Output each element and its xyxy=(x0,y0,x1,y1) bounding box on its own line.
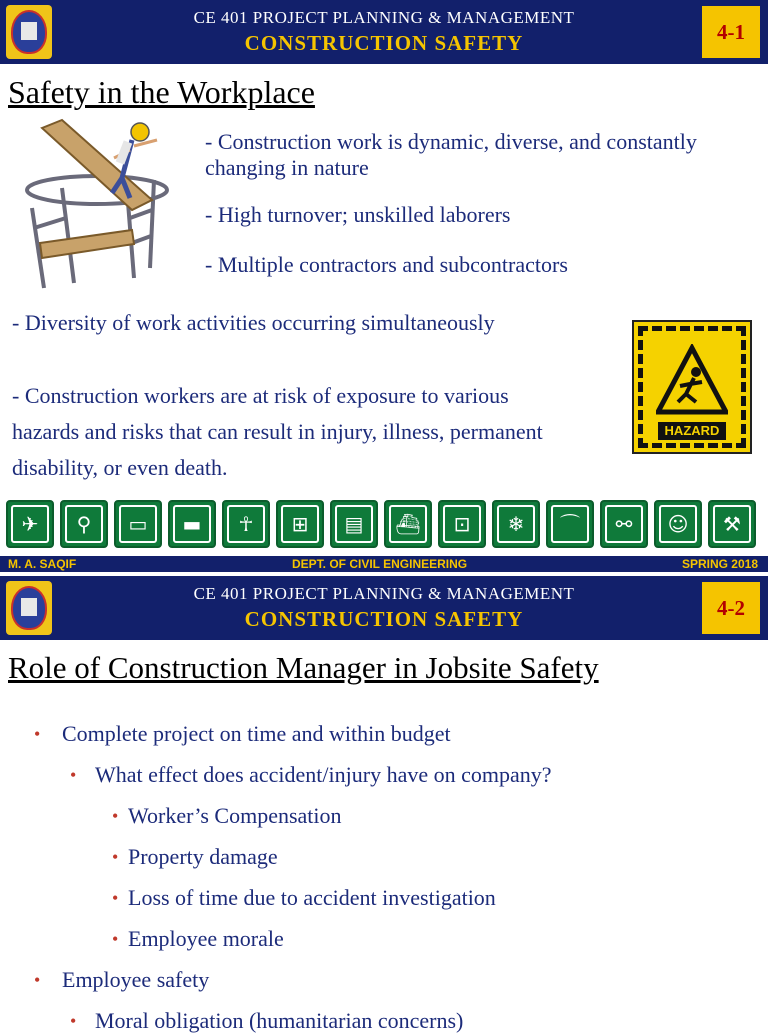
slide1-header xyxy=(0,0,768,64)
slide1-footer xyxy=(0,556,768,572)
car-icon: ▭ xyxy=(114,500,162,548)
slide2-header xyxy=(0,576,768,640)
topic-title: CONSTRUCTION SAFETY xyxy=(244,607,524,631)
bullet-item: • What effect does accident/injury have on company? xyxy=(70,762,552,787)
snowflake-icon: ❄ xyxy=(492,500,540,548)
footer-term: SPRING 2018 xyxy=(681,557,758,571)
bullet-item: • Complete project on time and within budget xyxy=(34,721,451,746)
point-risk: - Construction workers are at risk of exposure to various hazards and risks that can result in injury, illness, permanent disability, or even death. xyxy=(12,383,543,480)
hazard-sign xyxy=(632,320,752,454)
bullet-item: • Worker’s Compensation xyxy=(112,803,342,828)
hazard-label: HAZARD xyxy=(658,422,726,440)
rail-station-icon: ⊡ xyxy=(438,500,486,548)
airplane-icon: ✈ xyxy=(6,500,54,548)
bullet-item: • Employee safety xyxy=(34,967,210,992)
point-dynamic: - Construction work is dynamic, diverse, and constantly changing in nature xyxy=(205,129,697,180)
bullet-item: • Employee morale xyxy=(112,926,284,951)
point-turnover: - High turnover; unskilled laborers xyxy=(205,202,511,227)
bicycle-icon: ⚲ xyxy=(60,500,108,548)
truck-icon: ▬ xyxy=(168,500,216,548)
train-icon: ⊞ xyxy=(276,500,324,548)
point-diversity: - Diversity of work activities occurring simultaneously xyxy=(12,310,495,335)
pedestrian-icon: ☥ xyxy=(222,500,270,548)
bullet-item: • Loss of time due to accident investigation xyxy=(112,885,496,910)
worker-icon: ⚒ xyxy=(708,500,756,548)
transport-sign-strip xyxy=(6,500,762,552)
topic-title: CONSTRUCTION SAFETY xyxy=(244,31,524,55)
slide-number: 4-1 xyxy=(702,6,760,58)
bridge-icon: ⌒ xyxy=(546,500,594,548)
point-contractors: - Multiple contractors and subcontractors xyxy=(205,252,568,277)
motorcycle-icon: ⚯ xyxy=(600,500,648,548)
bus-icon: ▤ xyxy=(330,500,378,548)
bullet-item: • Property damage xyxy=(112,844,278,869)
hazard-triangle-icon xyxy=(656,344,728,416)
pedestrians-icon: ☺ xyxy=(654,500,702,548)
bullet-item: • Moral obligation (humanitarian concerns) xyxy=(70,1008,464,1033)
course-title: CE 401 PROJECT PLANNING & MANAGEMENT xyxy=(193,8,575,27)
footer-department: DEPT. OF CIVIL ENGINEERING xyxy=(292,557,468,571)
slide-title: Safety in the Workplace xyxy=(8,74,315,110)
slide-title: Role of Construction Manager in Jobsite Safety xyxy=(8,650,599,685)
ship-icon: ⛴ xyxy=(384,500,432,548)
course-title: CE 401 PROJECT PLANNING & MANAGEMENT xyxy=(193,584,575,603)
slide-number: 4-2 xyxy=(702,582,760,634)
scaffold-worker-illustration xyxy=(22,118,172,290)
footer-author: M. A. SAQIF xyxy=(8,557,77,571)
